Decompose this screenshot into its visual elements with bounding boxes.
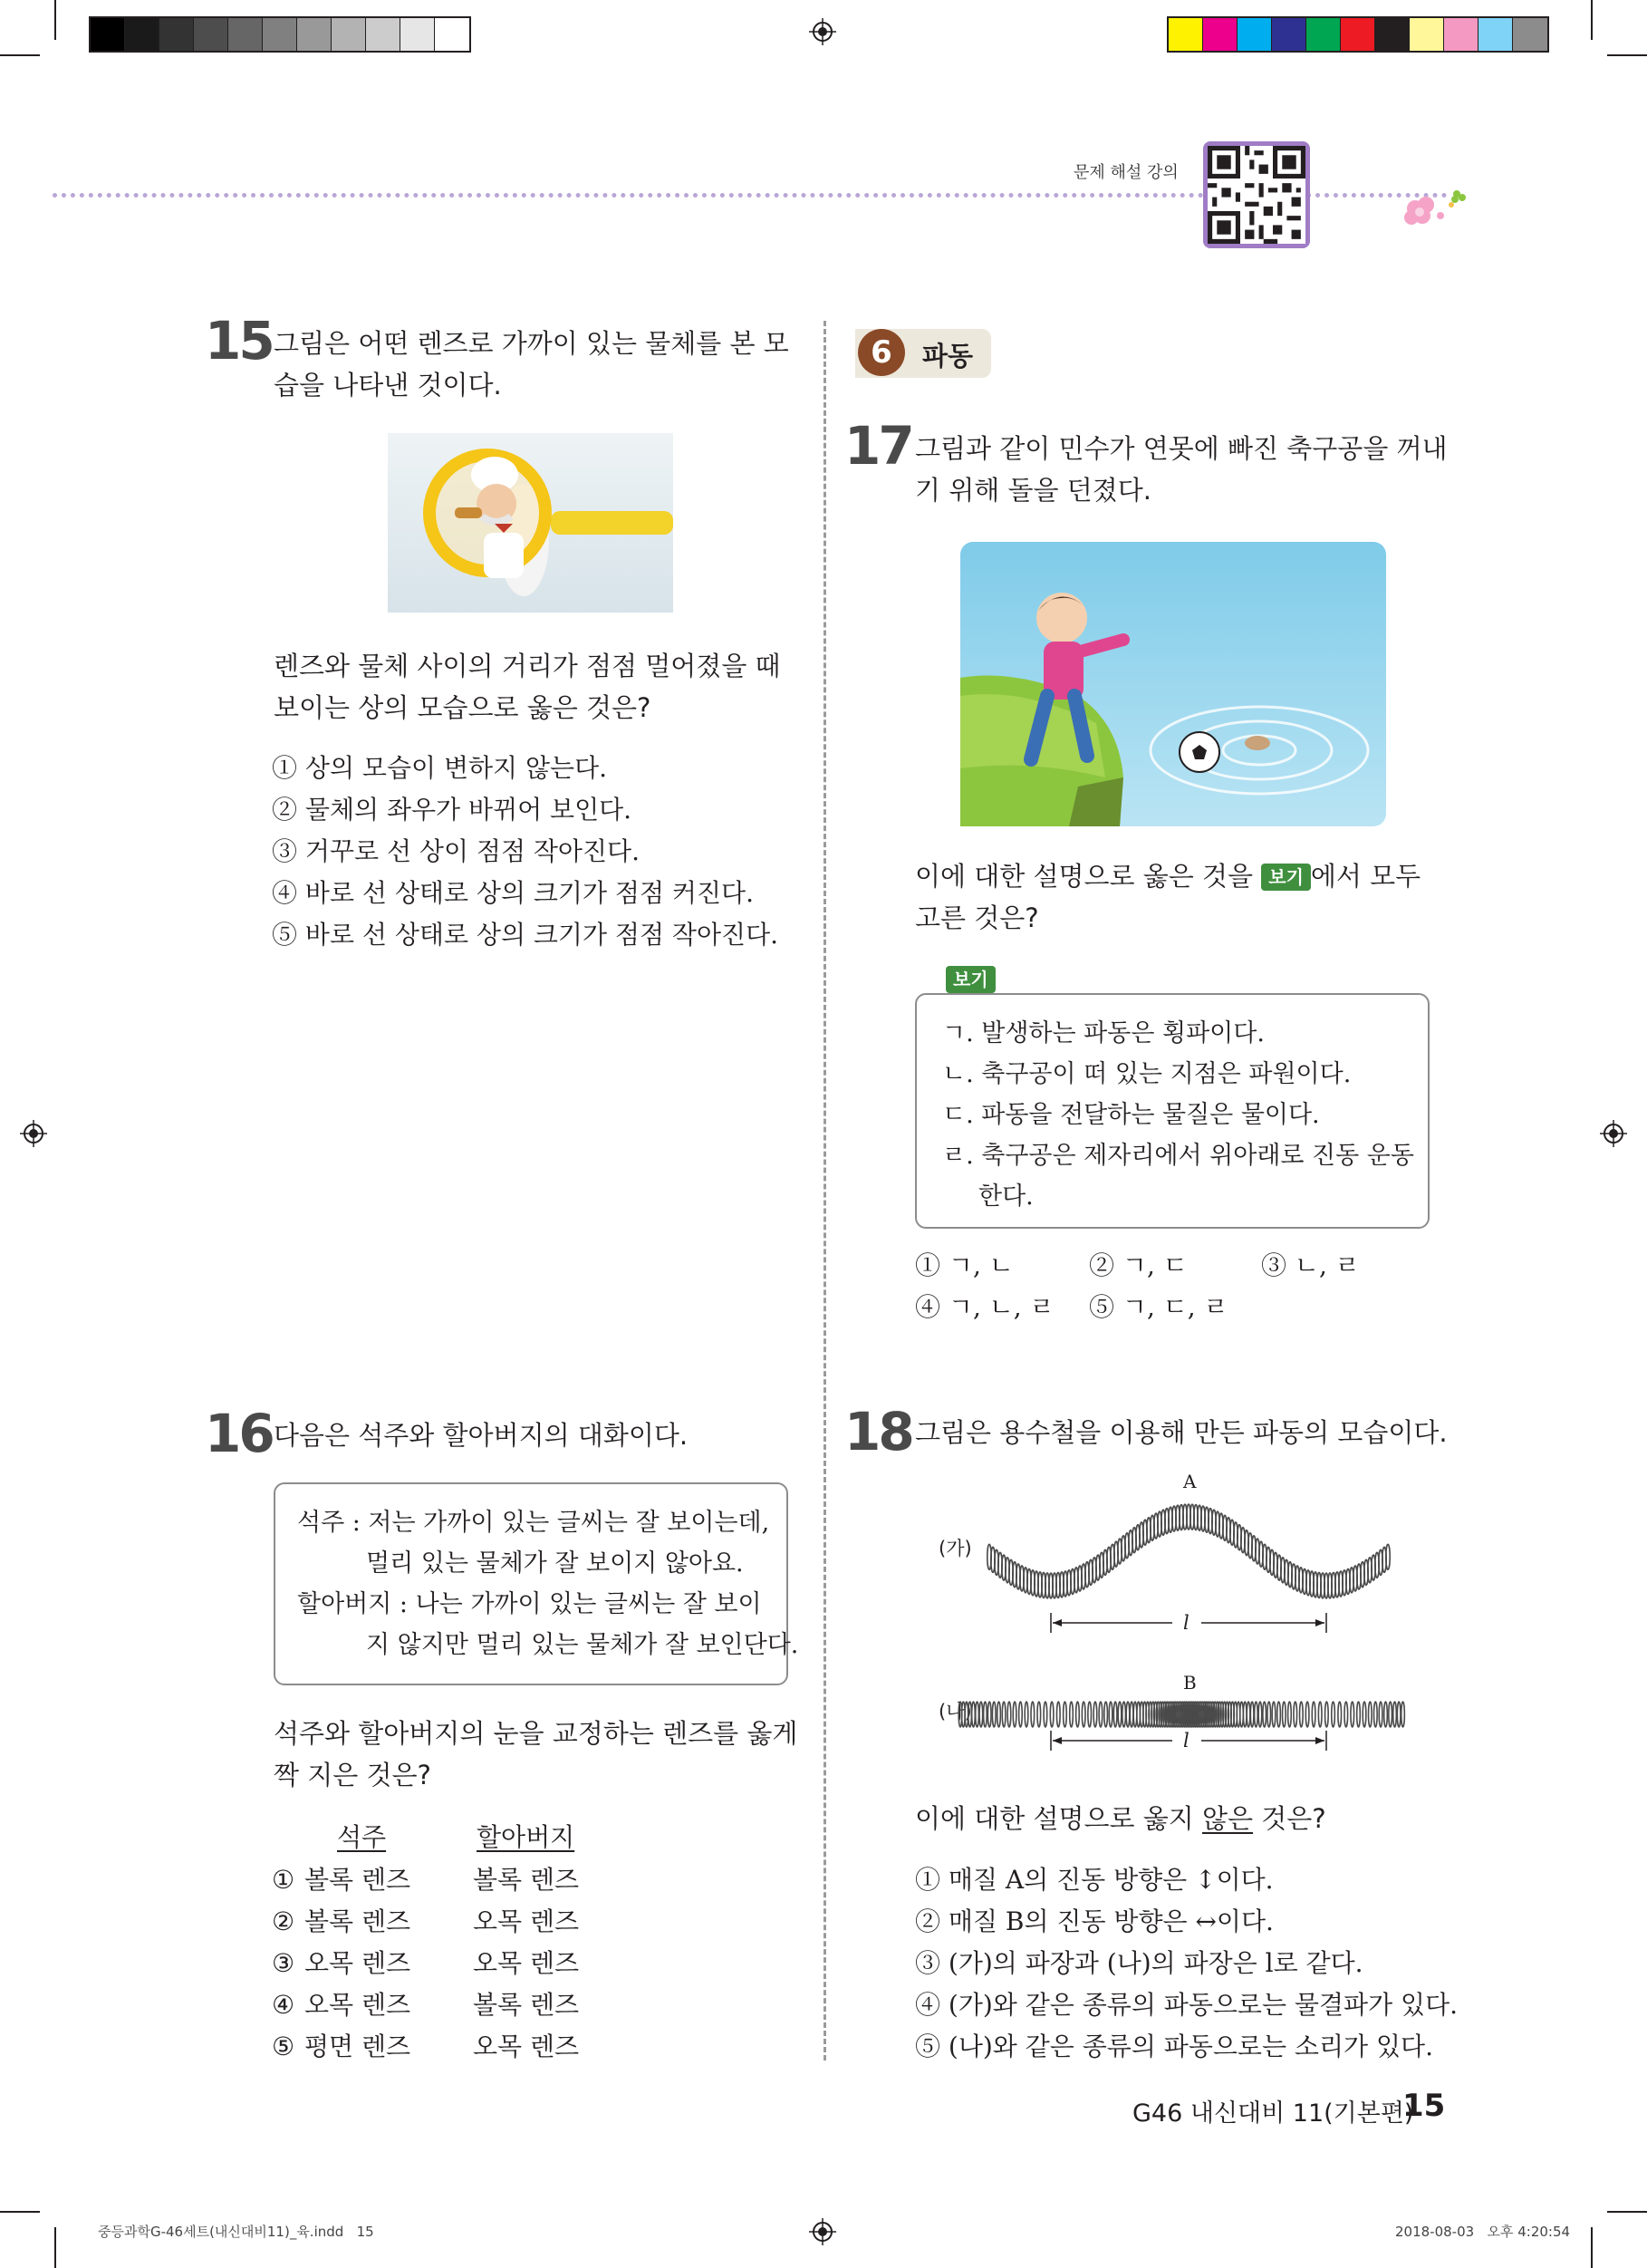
bogi-item: ㄱ. 발생하는 파동은 횡파이다. (942, 1019, 1265, 1047)
spring-coil (1007, 1702, 1011, 1727)
question-prompt-line: 석주와 할아버지의 눈을 교정하는 렌즈를 옳게 (274, 1718, 798, 1749)
spring-coil (1401, 1702, 1405, 1727)
spring-coil (1093, 1702, 1097, 1727)
column-header-seokju (337, 1818, 386, 1854)
spring-coil (1130, 1702, 1133, 1727)
crop-mark (1607, 2211, 1647, 2213)
choice-lens-seokju: 볼록 렌즈 (304, 1906, 411, 1936)
magnifier-photo (388, 433, 673, 613)
choice-number: ④ (272, 1990, 295, 2020)
gray-swatch (297, 18, 332, 51)
question-number: 17 (844, 415, 912, 477)
color-swatch-strip (1167, 16, 1549, 53)
dialog-line: 할아버지 : 나는 가까이 있는 글씨는 잘 보이 (297, 1590, 762, 1618)
bogi-label: 보기 (1261, 864, 1311, 891)
bogi-item: ㄷ. 파동을 전달하는 물질은 물이다. (942, 1101, 1320, 1129)
answer-choice[interactable] (272, 1943, 579, 1984)
answer-choice[interactable]: ④ (가)와 같은 종류의 파동으로는 물결파가 있다. (915, 1990, 1459, 2020)
question-stem (274, 323, 789, 406)
choice-lens-seokju: 오목 렌즈 (304, 1948, 411, 1978)
column-header-label: 석주 (337, 1822, 387, 1852)
crop-mark (1591, 0, 1593, 40)
color-swatch (1341, 18, 1375, 51)
spring-coil (992, 1702, 996, 1727)
choice-number: ② (272, 1906, 295, 1936)
choice-lens-seokju: 볼록 렌즈 (304, 1865, 411, 1895)
flower-decoration-icon (1386, 178, 1468, 236)
answer-choice[interactable] (272, 1901, 579, 1943)
spring-coil (987, 1702, 991, 1727)
spring-coil (1379, 1702, 1382, 1727)
spring-coil (1122, 1702, 1126, 1727)
spring-coil (1050, 1702, 1054, 1727)
spring-coil (1126, 1702, 1130, 1727)
spring-coil (997, 1702, 1001, 1727)
dialog-box (274, 1482, 799, 1685)
answer-choice[interactable] (272, 1859, 579, 1901)
question-stem-line: 습을 나타낸 것이다. (274, 370, 502, 401)
spring-coil (1338, 1702, 1342, 1727)
crop-mark (1591, 2227, 1593, 2268)
answer-choice[interactable]: ② 물체의 좌우가 바뀌어 보인다. (272, 795, 632, 825)
answer-choice[interactable] (272, 2026, 579, 2068)
column-divider (824, 321, 826, 2061)
spring-coil (1369, 1702, 1372, 1727)
answer-choice[interactable]: ② ㄱ, ㄷ (1089, 1250, 1188, 1280)
choice-lens-seokju: 평면 렌즈 (304, 2032, 411, 2061)
choice-lens-grandfather: 볼록 렌즈 (473, 1865, 580, 1895)
qr-label: 문제 해설 강의 (1074, 163, 1179, 182)
bogi-item: 한다. (978, 1182, 1034, 1211)
bogi-box (915, 993, 1430, 1229)
spring-coil (1374, 1702, 1378, 1727)
spring-coil (1389, 1702, 1392, 1727)
question-stem-line: 기 위해 돌을 던졌다. (915, 475, 1151, 506)
choice-lens-grandfather: 오목 렌즈 (473, 1948, 580, 1978)
qr-code-icon (1208, 146, 1305, 244)
label-ga: (가) (939, 1538, 972, 1559)
spring-coil (979, 1702, 983, 1727)
color-swatch (1513, 18, 1547, 51)
spring-coil (1002, 1702, 1006, 1727)
choice-number: ③ (272, 1948, 295, 1978)
slug-right: 2018-08-03 오후 4:20:54 (1395, 2224, 1571, 2240)
column-header-grandfather (477, 1818, 574, 1854)
answer-choice[interactable]: ④ ㄱ, ㄴ, ㄹ (915, 1292, 1055, 1322)
dialog-line: 석주 : 저는 가까이 있는 글씨는 잘 보이는데, (297, 1509, 770, 1537)
gray-swatch (228, 18, 263, 51)
answer-choice[interactable]: ③ 거꾸로 선 상이 점점 작아진다. (272, 836, 640, 866)
answer-choice[interactable]: ③ ㄴ, ㄹ (1261, 1250, 1360, 1280)
spring-coil (1312, 1702, 1315, 1727)
color-swatch (1375, 18, 1410, 51)
question-prompt-text: 에서 모두 (1310, 861, 1421, 892)
question-prompt (274, 645, 781, 729)
question-prompt-text: 이에 대한 설명으로 옳은 것을 (915, 861, 1254, 892)
question-prompt-emphasis: 않은 (1202, 1803, 1254, 1834)
question-stem: 그림은 용수철을 이용해 만든 파동의 모습이다. (915, 1417, 1448, 1448)
spring-coil (1104, 1702, 1108, 1727)
spring-coil (1013, 1702, 1016, 1727)
color-swatch (1203, 18, 1238, 51)
color-swatch (1306, 18, 1341, 51)
spring-coil (1250, 1702, 1254, 1727)
crop-mark (54, 0, 56, 40)
answer-choice[interactable]: ④ 바로 선 상태로 상의 크기가 점점 커진다. (272, 878, 754, 908)
label-l: l (1183, 1730, 1190, 1752)
question-prompt-line: 짝 지은 것은? (274, 1760, 431, 1790)
choice-number: ⑤ (272, 2032, 295, 2061)
spring-coil (1318, 1702, 1322, 1727)
question-prompt-text: 것은? (1253, 1803, 1326, 1834)
gray-swatch (159, 18, 194, 51)
spring-coil (1263, 1702, 1267, 1727)
choice-lens-grandfather: 볼록 렌즈 (473, 1990, 580, 2020)
dialog-line: 지 않지만 멀리 있는 물체가 잘 보인단다. (366, 1631, 799, 1659)
answer-choice[interactable]: ③ (가)의 파장과 (나)의 파장은 l로 같다. (915, 1948, 1363, 1978)
question-prompt-line: 보이는 상의 모습으로 옳은 것은? (274, 692, 651, 723)
answer-choice[interactable]: ① 매질 A의 진동 방향은 ↕이다. (915, 1865, 1274, 1895)
spring-coil (1258, 1702, 1262, 1727)
gray-swatch-strip (89, 16, 471, 53)
question-prompt (915, 855, 1421, 939)
spring-coil (1109, 1702, 1112, 1727)
answer-choice[interactable] (272, 1984, 579, 2026)
choice-lens-grandfather: 오목 렌즈 (473, 2032, 580, 2061)
question-number: 16 (205, 1403, 273, 1464)
question-prompt-text: 이에 대한 설명으로 옳지 (915, 1803, 1203, 1834)
spring-coil (1357, 1702, 1361, 1727)
question-prompt-line: 렌즈와 물체 사이의 거리가 점점 멀어졌을 때 (274, 651, 781, 681)
spring-coil (1325, 1702, 1329, 1727)
answer-choice[interactable]: ② 매질 B의 진동 방향은 ↔이다. (915, 1906, 1274, 1936)
spring-coil (1044, 1702, 1047, 1727)
spring-coil (1076, 1702, 1080, 1727)
question-prompt (915, 1798, 1326, 1839)
answer-choice[interactable]: ⑤ 바로 선 상태로 상의 크기가 점점 작아진다. (272, 920, 779, 950)
spring-coil (1113, 1702, 1117, 1727)
spring-coil (1393, 1702, 1397, 1727)
spring-coil (1099, 1702, 1103, 1727)
gray-swatch (366, 18, 400, 51)
spring-coil (1272, 1702, 1276, 1727)
qr-code[interactable] (1203, 141, 1310, 248)
crop-mark (1607, 54, 1647, 56)
spring-coil (1288, 1702, 1292, 1727)
spring-coil (984, 1702, 987, 1727)
longitudinal-spring (958, 1702, 1404, 1727)
answer-choice[interactable]: ⑤ (나)와 같은 종류의 파동으로는 소리가 있다. (915, 2032, 1433, 2061)
spring-coil (1305, 1702, 1309, 1727)
spring-coil (1031, 1702, 1035, 1727)
spring-coil (1386, 1544, 1390, 1569)
spring-coil (1064, 1702, 1067, 1727)
question-prompt (274, 1713, 797, 1796)
spring-coil (1332, 1702, 1335, 1727)
crop-mark (54, 2227, 56, 2268)
gray-swatch (194, 18, 228, 51)
spring-coil (1351, 1702, 1354, 1727)
spring-coil (1384, 1702, 1388, 1727)
question-stem: 다음은 석주와 할아버지의 대화이다. (274, 1420, 689, 1451)
spring-coil (1294, 1702, 1297, 1727)
choice-lens-grandfather: 오목 렌즈 (473, 1906, 580, 1936)
spring-coil (1082, 1702, 1085, 1727)
answer-choice[interactable]: ⑤ ㄱ, ㄷ, ㄹ (1089, 1292, 1228, 1322)
bogi-box-label: 보기 (946, 966, 996, 993)
transverse-spring (987, 1504, 1390, 1598)
gray-swatch (435, 18, 469, 51)
spring-coil (1118, 1702, 1122, 1727)
choice-number: ① (272, 1865, 295, 1895)
color-swatch (1410, 18, 1444, 51)
spring-coil (1255, 1702, 1258, 1727)
spring-coil (976, 1702, 979, 1727)
gray-swatch (332, 18, 366, 51)
slug-left: 중등과학G-46세트(내신대비11)_육.indd 15 (98, 2224, 374, 2240)
label-na: (나) (939, 1701, 972, 1723)
spring-coil (1056, 1702, 1060, 1727)
spring-coil (1283, 1702, 1286, 1727)
spring-coil (1363, 1702, 1366, 1727)
spring-coil (1267, 1702, 1271, 1727)
spring-coil (1344, 1702, 1348, 1727)
spring-coil (1025, 1702, 1028, 1727)
column-header-label: 할아버지 (477, 1822, 575, 1852)
registration-mark-icon (809, 18, 836, 45)
spring-coil (1037, 1702, 1041, 1727)
spring-coil (972, 1702, 976, 1727)
answer-choice[interactable]: ① ㄱ, ㄴ (915, 1250, 1014, 1280)
label-A: A (1183, 1471, 1197, 1492)
spring-coil (1300, 1702, 1304, 1727)
question-stem-line: 그림은 어떤 렌즈로 가까이 있는 물체를 본 모 (274, 328, 789, 359)
spring-coil (1019, 1702, 1023, 1727)
question-number: 18 (844, 1401, 912, 1462)
gray-swatch (91, 18, 125, 51)
book-label: G46 내신대비 11(기본편) (1132, 2099, 1414, 2128)
color-swatch (1272, 18, 1306, 51)
bogi-tab (946, 966, 996, 993)
gray-swatch (400, 18, 435, 51)
question-prompt-line: 고른 것은? (915, 902, 1039, 933)
spring-coil (1070, 1702, 1074, 1727)
dialog-line: 멀리 있는 물체가 잘 보이지 않아요. (366, 1549, 744, 1578)
pond-illustration (960, 542, 1386, 826)
question-number: 15 (205, 310, 273, 372)
crop-mark (0, 2211, 40, 2213)
label-B: B (1183, 1672, 1197, 1694)
spring-coil (1243, 1702, 1247, 1727)
page-number: 15 (1402, 2088, 1446, 2124)
spring-coil (1247, 1702, 1250, 1727)
spring-wave-diagram (933, 1468, 1422, 1767)
gray-swatch (263, 18, 297, 51)
answer-choices (272, 748, 778, 956)
question-stem (915, 428, 1448, 511)
spring-coil (1088, 1702, 1092, 1727)
label-l: l (1183, 1612, 1190, 1634)
registration-mark-icon (20, 1120, 47, 1147)
answer-choices (272, 1859, 579, 2068)
bogi-item: ㄹ. 축구공은 제자리에서 위아래로 진동 운동 (942, 1142, 1414, 1170)
bogi-item: ㄴ. 축구공이 떠 있는 지점은 파원이다. (942, 1060, 1352, 1088)
registration-mark-icon (1600, 1120, 1627, 1147)
color-swatch (1238, 18, 1272, 51)
section-number: 6 (858, 329, 905, 376)
choice-lens-seokju: 오목 렌즈 (304, 1990, 411, 2020)
question-stem-line: 그림과 같이 민수가 연못에 빠진 축구공을 꺼내 (915, 433, 1448, 464)
section-title: 파동 (922, 341, 974, 372)
crop-mark (0, 54, 40, 56)
color-swatch (1169, 18, 1203, 51)
answer-choice[interactable]: ① 상의 모습이 변하지 않는다. (272, 753, 608, 783)
answer-choices (915, 1859, 1458, 2068)
spring-coil (1397, 1702, 1401, 1727)
color-swatch (1478, 18, 1513, 51)
spring-coil (1277, 1702, 1281, 1727)
gray-swatch (125, 18, 159, 51)
registration-mark-icon (809, 2218, 836, 2245)
color-swatch (1444, 18, 1478, 51)
